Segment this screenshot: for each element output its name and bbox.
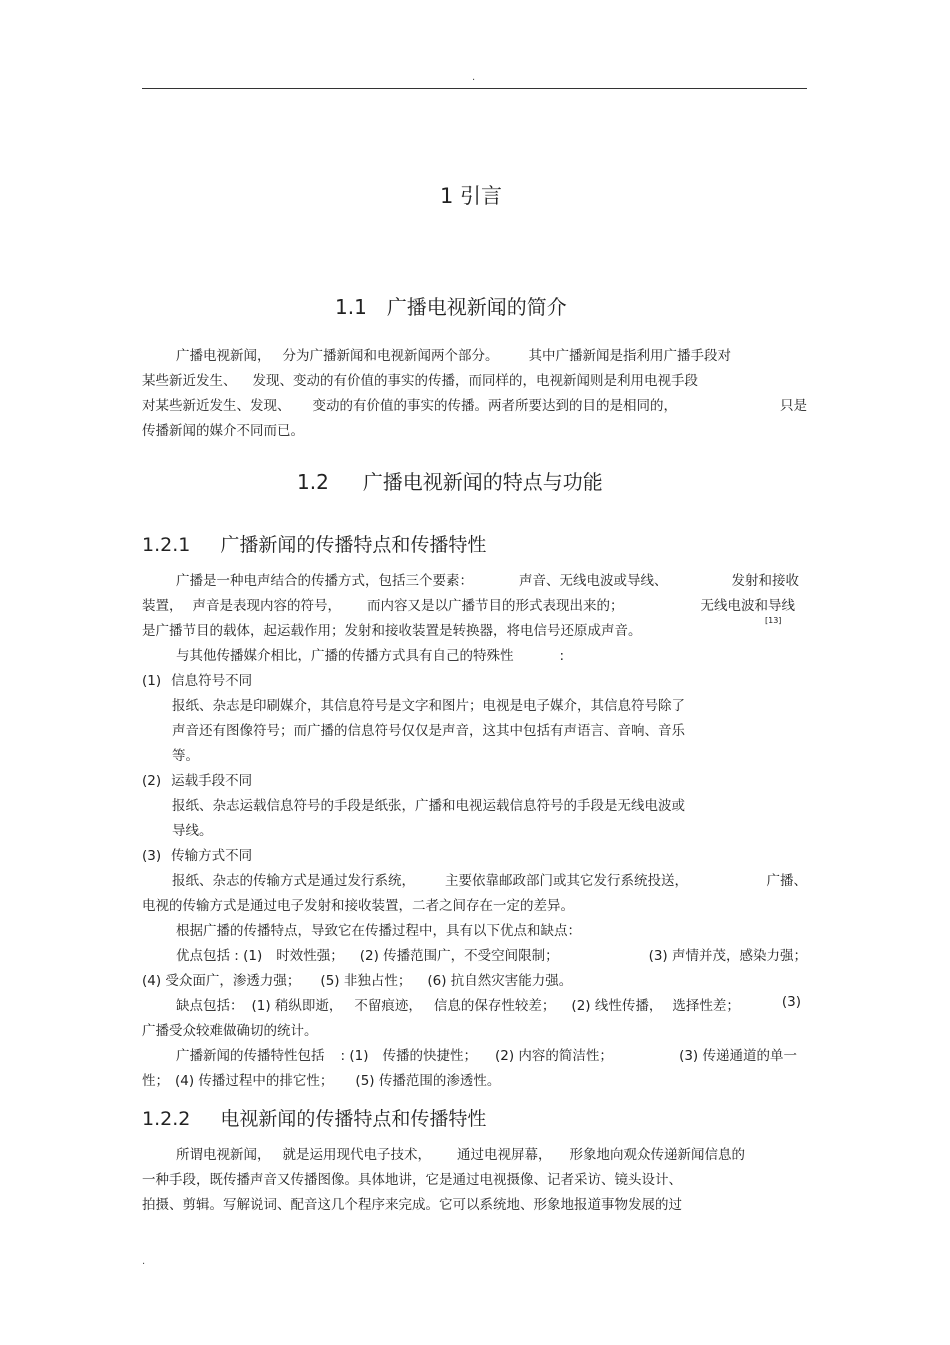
- text-run: 传播新闻的媒介不同而已。: [142, 423, 304, 439]
- paragraph-line: [176, 1143, 745, 1163]
- paragraph-line: [176, 994, 801, 1014]
- paragraph-line: [176, 644, 564, 664]
- subsection-title: 电视新闻的传播特点和传播特性: [220, 1108, 487, 1130]
- text-run: 无线电波和导线: [700, 598, 795, 614]
- text-run: (4) 传播过程中的排它性；: [175, 1073, 334, 1089]
- section-heading-1-2: [297, 466, 603, 495]
- text-run: 通过电视屏幕，: [457, 1147, 552, 1163]
- list-title: 运载手段不同: [171, 773, 253, 789]
- text-run: 缺点包括：: [176, 998, 244, 1014]
- section-number: 1.2: [297, 470, 329, 494]
- paragraph-line: 报纸、杂志是印刷媒介，其信息符号是文字和图片；电视是电子媒介，其信息符号除了: [172, 698, 685, 714]
- text-run: (3) 传递通道的单一: [679, 1048, 797, 1064]
- paragraph-line: 一种手段，既传播声音又传播图像。具体地讲，它是通过电视摄像、记者采访、镜头设计、: [142, 1172, 682, 1188]
- text-run: 报纸、杂志的传输方式是通过发行系统，: [172, 873, 415, 889]
- text-run: (3): [781, 994, 801, 1010]
- list-item-heading: [142, 844, 252, 864]
- list-number: (2): [142, 773, 162, 789]
- footer-mark: .: [142, 1256, 146, 1267]
- subsection-number: 1.2.1: [142, 534, 191, 556]
- text-run: 就是运用现代电子技术，: [282, 1147, 431, 1163]
- text-run: (4) 受众面广，渗透力强；: [142, 973, 301, 989]
- text-run: 声音、无线电波或导线、: [519, 573, 668, 589]
- citation-mark: [13]: [765, 616, 782, 625]
- text-run: :: [559, 648, 565, 664]
- text-run: (5) 传播范围的渗透性。: [355, 1073, 501, 1089]
- subsection-heading-1-2-2: [142, 1104, 486, 1131]
- text-run: 装置，: [142, 598, 183, 614]
- text-run: 信息的保存性较差；: [433, 998, 556, 1014]
- text-run: 发射和接收: [731, 573, 799, 589]
- paragraph-line: 导线。: [172, 823, 213, 839]
- text-run: 变动的有价值的事实的传播。两者所要达到的目的是相同的，: [312, 398, 677, 414]
- text-run: 广播新闻的传播特性包括: [176, 1048, 325, 1064]
- text-run: 广播电视新闻，: [176, 348, 271, 364]
- paragraph-line: [142, 594, 807, 614]
- text-run: 与其他传播媒介相比，广播的传播方式具有自己的特殊性: [176, 648, 514, 664]
- header-mark: .: [472, 72, 476, 83]
- paragraph-line: [142, 1069, 500, 1089]
- text-run: 优点包括 : (1): [176, 948, 263, 964]
- text-run: 传播的快捷性；: [382, 1048, 477, 1064]
- text-run: 时效性强；: [276, 948, 344, 964]
- text-run: 主要依靠邮政部门或其它发行系统投送，: [445, 873, 688, 889]
- text-run: (1) 稍纵即逝，: [251, 998, 343, 1014]
- paragraph-line: [142, 394, 807, 414]
- text-run: 选择性差；: [672, 998, 740, 1014]
- text-run: (6) 抗自然灾害能力强。: [427, 973, 573, 989]
- section-title: 广播电视新闻的特点与功能: [362, 470, 603, 494]
- section-heading-1-1: [335, 291, 567, 320]
- paragraph-line: 拍摄、剪辑。写解说词、配音这几个程序来完成。它可以系统地、形象地报道事物发展的过: [142, 1197, 682, 1213]
- list-title: 传输方式不同: [171, 848, 253, 864]
- paragraph-line: 声音还有图像符号；而广播的信息符号仅仅是声音，这其中包括有声语言、音响、音乐: [172, 723, 685, 739]
- text-run: 发现、变动的有价值的事实的传播，而同样的，电视新闻则是利用电视手段: [252, 373, 698, 389]
- paragraph-line: 等。: [172, 748, 199, 764]
- text-run: 所谓电视新闻，: [176, 1147, 271, 1163]
- text-run: 分为广播新闻和电视新闻两个部分。: [282, 348, 499, 364]
- paragraph-line: [176, 569, 807, 589]
- text-run: 不留痕迹，: [354, 998, 422, 1014]
- text-run: 而内容又是以广播节目的形式表现出来的；: [367, 598, 624, 614]
- text-run: (3) 声情并茂，感染力强；: [648, 948, 807, 964]
- text-run: : (1): [340, 1048, 369, 1064]
- paragraph-line: [176, 944, 807, 964]
- subsection-number: 1.2.2: [142, 1108, 191, 1130]
- paragraph-line: 报纸、杂志运载信息符号的手段是纸张，广播和电视运载信息符号的手段是无线电波或: [172, 798, 685, 814]
- text-run: 其中广播新闻是指利用广播手段对: [528, 348, 731, 364]
- text-run: 对某些新近发生、发现、: [142, 398, 291, 414]
- text-run: 性；: [142, 1073, 169, 1089]
- chapter-title: 1 引言: [440, 184, 503, 208]
- paragraph-line: [142, 619, 642, 639]
- paragraph-line: 广播受众较难做确切的统计。: [142, 1023, 318, 1039]
- paragraph-line: 根据广播的传播特点，导致它在传播过程中，具有以下优点和缺点：: [176, 923, 581, 939]
- text-run: 广播是一种电声结合的传播方式，包括三个要素：: [176, 573, 473, 589]
- header-rule: [142, 88, 807, 89]
- paragraph-line: 电视的传输方式是通过电子发射和接收装置，二者之间存在一定的差异。: [142, 898, 574, 914]
- text-run: (2) 传播范围广，不受空间限制；: [359, 948, 559, 964]
- section-title: 广播电视新闻的简介: [386, 295, 567, 319]
- subsection-heading-1-2-1: [142, 530, 486, 557]
- list-item-heading: [142, 769, 252, 789]
- text-run: 形象地向观众传递新闻信息的: [569, 1147, 745, 1163]
- paragraph-line: [142, 369, 698, 389]
- text-run: (5) 非独占性；: [320, 973, 412, 989]
- list-number: (3): [142, 848, 162, 864]
- list-number: (1): [142, 673, 162, 689]
- text-run: 某些新近发生、: [142, 373, 237, 389]
- text-run: 只是: [780, 398, 807, 414]
- text-run: 声音是表现内容的符号，: [192, 598, 341, 614]
- text-run: (2) 线性传播，: [571, 998, 663, 1014]
- subsection-title: 广播新闻的传播特点和传播特性: [220, 534, 487, 556]
- text-run: 是广播节目的载体，起运载作用；发射和接收装置是转换器，将电信号还原成声音。: [142, 623, 642, 639]
- text-run: (2) 内容的简洁性；: [494, 1048, 613, 1064]
- text-run: 广播、: [766, 873, 807, 889]
- list-title: 信息符号不同: [171, 673, 253, 689]
- list-item-heading: [142, 669, 252, 689]
- paragraph-line: [176, 344, 731, 364]
- paragraph-line: [172, 869, 807, 889]
- paragraph-line: [142, 969, 572, 989]
- paragraph-line: [176, 1044, 797, 1064]
- section-number: 1.1: [335, 295, 367, 319]
- paragraph-line: [142, 419, 304, 439]
